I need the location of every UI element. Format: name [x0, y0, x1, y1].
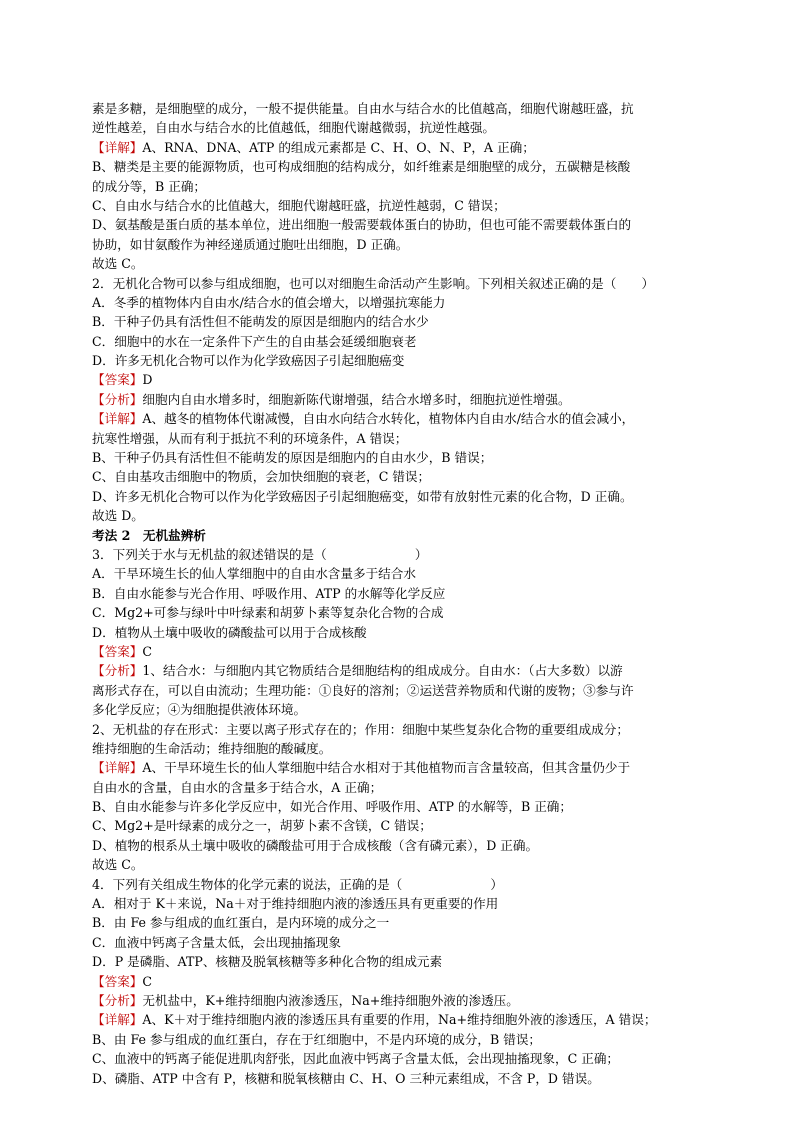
line-text: D [142, 372, 153, 388]
text-line [92, 312, 702, 331]
text-line [92, 235, 702, 254]
text-line [92, 274, 702, 293]
line-text: C．细胞中的水在一定条件下产生的自由基会延缓细胞衰老 [92, 333, 417, 349]
line-text: B、由 Fe 参与组成的血红蛋白，存在于红细胞中，不是内环境的成分，B 错误； [92, 1031, 542, 1047]
line-text: 维持细胞的生命活动；维持细胞的酸碱度。 [92, 740, 332, 756]
text-line [92, 797, 702, 816]
line-text: B、自由水能参与许多化学反应中，如光合作用、呼吸作用、ATP 的水解等，B 正确； [92, 799, 572, 815]
text-line [92, 623, 702, 642]
line-text: C、自由水与结合水的比值越大，细胞代谢越旺盛，抗逆性越弱，C 错误； [92, 197, 506, 213]
line-text: A．冬季的植物体内自由水/结合水的值会增大，以增强抗寒能力 [92, 294, 446, 310]
line-text: D．P 是磷脂、ATP、核糖及脱氧核糖等多种化合物的组成元素 [92, 954, 443, 970]
line-text: D、磷脂、ATP 中含有 P，核糖和脱氧核糖由 C、H、O 三种元素组成，不含 P，D 错误。 [92, 1070, 600, 1086]
text-line [92, 972, 702, 991]
text-line [92, 991, 702, 1010]
line-text: A、越冬的植物体代谢减慢，自由水向结合水转化，植物体内自由水/结合水的值会减小， [142, 411, 635, 427]
text-line [92, 332, 702, 351]
line-text: 协助，如甘氨酸作为神经递质通过胞吐出细胞，D 正确。 [92, 236, 409, 252]
line-text: D、许多无机化合物可以作为化学致癌因子引起细胞癌变，如带有放射性元素的化合物，D 正确。 [92, 488, 633, 504]
section-heading-text: 考法 2 无机盐辨析 [92, 527, 206, 543]
line-text: 故选 C。 [92, 857, 144, 873]
line-text: 3．下列关于水与无机盐的叙述错误的是（ ） [92, 546, 428, 562]
line-text: 4．下列有关组成生物体的化学元素的说法，正确的是（ ） [92, 876, 504, 892]
text-line [92, 778, 702, 797]
text-line [92, 700, 702, 719]
label-tag: 【答案】 [92, 372, 143, 388]
line-text: 自由水的含量，自由水的含量多于结合水，A 正确； [92, 779, 383, 795]
text-line [92, 1010, 702, 1029]
text-line [92, 448, 702, 467]
text-line [92, 254, 702, 273]
line-text: 2．无机化合物可以参与组成细胞，也可以对细胞生命活动产生影响。下列相关叙述正确的是（ ） [92, 275, 655, 291]
line-text: 细胞内自由水增多时，细胞新陈代谢增强，结合水增多时，细胞抗逆性增强。 [142, 391, 571, 407]
text-line [92, 1049, 702, 1068]
text-line [92, 1069, 702, 1088]
text-line [92, 933, 702, 952]
section-heading [92, 526, 702, 545]
text-line [92, 429, 702, 448]
line-text: C、血液中的钙离子能促进肌肉舒张，因此血液中钙离子含量太低，会出现抽搐现象，C 正确； [92, 1051, 620, 1067]
text-line [92, 506, 702, 525]
line-text: C．Mg2+可参与绿叶中叶绿素和胡萝卜素等复杂化合物的合成 [92, 605, 444, 621]
text-line [92, 642, 702, 661]
text-line [92, 351, 702, 370]
line-text: 的成分等，B 正确； [92, 178, 207, 194]
line-text: A、K＋对于维持细胞内液的渗透压具有重要的作用，Na+维持细胞外液的渗透压，A 错误； [142, 1012, 657, 1028]
text-line [92, 293, 702, 312]
line-text: C、Mg2+是叶绿素的成分之一，胡萝卜素不含镁，C 错误； [92, 818, 432, 834]
line-text: 1、结合水：与细胞内其它物质结合是细胞结构的组成成分。自由水：（占大多数）以游 [142, 663, 623, 679]
text-line [92, 913, 702, 932]
label-tag: 【详解】 [92, 411, 143, 427]
line-text: C、自由基攻击细胞中的物质，会加快细胞的衰老，C 错误； [92, 469, 431, 485]
line-text: A．相对于 K＋来说，Na＋对于维持细胞内液的渗透压具有更重要的作用 [92, 896, 499, 912]
line-text: A．干旱环境生长的仙人掌细胞中的自由水含量多于结合水 [92, 566, 416, 582]
label-tag: 【分析】 [92, 992, 143, 1008]
line-text: C [142, 643, 153, 659]
text-line [92, 661, 702, 680]
text-line [92, 739, 702, 758]
line-text: 2、无机盐的存在形式：主要以离子形式存在的；作用：细胞中某些复杂化合物的重要组成成分； [92, 721, 629, 737]
text-line [92, 487, 702, 506]
text-line [92, 564, 702, 583]
text-line [92, 952, 702, 971]
line-text: C．血液中钙离子含量太低，会出现抽搐现象 [92, 934, 341, 950]
line-text: 逆性越差，自由水与结合水的比值越低，细胞代谢越微弱，抗逆性越强。 [92, 120, 495, 136]
line-text: A、RNA、DNA、ATP 的组成元素都是 C、H、O、N、P，A 正确； [142, 139, 535, 155]
text-line [92, 467, 702, 486]
document-page [92, 99, 702, 1088]
label-tag: 【详解】 [92, 1012, 143, 1028]
line-text: 无机盐中，K+维持细胞内液渗透压，Na+维持细胞外液的渗透压。 [142, 992, 519, 1008]
text-line [92, 603, 702, 622]
text-line [92, 836, 702, 855]
text-line [92, 409, 702, 428]
line-text: B．自由水能参与光合作用、呼吸作用、ATP 的水解等化学反应 [92, 585, 446, 601]
text-line [92, 894, 702, 913]
label-tag: 【分析】 [92, 391, 143, 407]
text-line [92, 584, 702, 603]
text-line [92, 875, 702, 894]
text-line [92, 1030, 702, 1049]
label-tag: 【分析】 [92, 663, 143, 679]
line-text: B．由 Fe 参与组成的血红蛋白，是内环境的成分之一 [92, 915, 390, 931]
text-line [92, 99, 702, 118]
label-tag: 【详解】 [92, 760, 143, 776]
line-text: 多化学反应；④为细胞提供液体环境。 [92, 702, 307, 718]
line-text: 素是多糖，是细胞壁的成分，一般不提供能量。自由水与结合水的比值越高，细胞代谢越旺盛，抗 [92, 101, 634, 116]
line-text: 故选 D。 [92, 508, 144, 524]
line-text: A、干旱环境生长的仙人掌细胞中结合水相对于其他植物而言含量较高，但其含量仍少于 [142, 760, 631, 776]
line-text: 离形式存在，可以自由流动；生理功能：①良好的溶剂；②运送营养物质和代谢的废物；③参与许 [92, 682, 634, 698]
text-line [92, 545, 702, 564]
label-tag: 【详解】 [92, 139, 143, 155]
text-line [92, 118, 702, 137]
line-text: D、氨基酸是蛋白质的基本单位，进出细胞一般需要载体蛋白的协助，但也可能不需要载体蛋白的 [92, 217, 632, 233]
text-line [92, 196, 702, 215]
text-line [92, 390, 702, 409]
line-text: B、干种子仍具有活性但不能萌发的原因是细胞内的自由水少，B 错误； [92, 450, 493, 466]
line-text: 抗寒性增强，从而有利于抵抗不利的环境条件，A 错误； [92, 430, 408, 446]
line-text: D．许多无机化合物可以作为化学致癌因子引起细胞癌变 [92, 353, 405, 369]
label-tag: 【答案】 [92, 643, 143, 659]
text-line [92, 816, 702, 835]
text-line [92, 370, 702, 389]
text-line [92, 758, 702, 777]
label-tag: 【答案】 [92, 973, 143, 989]
text-line [92, 855, 702, 874]
text-line [92, 138, 702, 157]
text-line [92, 177, 702, 196]
text-line [92, 157, 702, 176]
line-text: D、植物的根系从土壤中吸收的磷酸盐可用于合成核酸（含有磷元素），D 正确。 [92, 837, 539, 853]
line-text: C [142, 973, 153, 989]
text-line [92, 215, 702, 234]
text-line [92, 681, 702, 700]
line-text: D．植物从土壤中吸收的磷酸盐可以用于合成核酸 [92, 624, 367, 640]
line-text: B．干种子仍具有活性但不能萌发的原因是细胞内的结合水少 [92, 314, 429, 330]
text-line [92, 720, 702, 739]
line-text: 故选 C。 [92, 256, 144, 272]
line-text: B、糖类是主要的能源物质，也可构成细胞的结构成分，如纤维素是细胞壁的成分，五碳糖是核酸 [92, 159, 631, 175]
